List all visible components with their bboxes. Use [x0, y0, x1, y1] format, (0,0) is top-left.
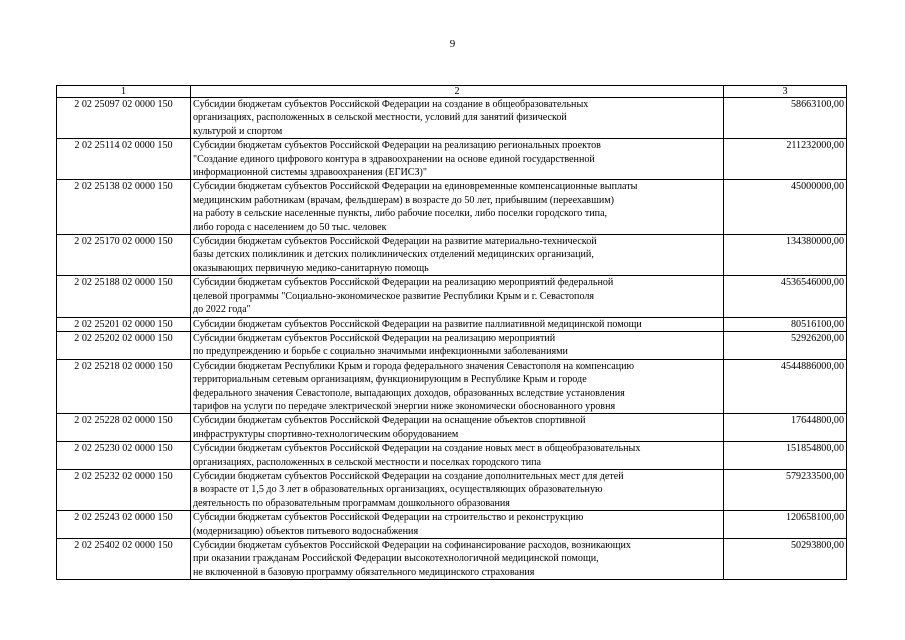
table-row	[57, 98, 847, 139]
amount-cell: 17644800,00	[724, 414, 847, 442]
amount-cell: 579233500,00	[724, 469, 847, 510]
code-cell: 2 02 25230 02 0000 150	[57, 442, 191, 470]
description-cell: Субсидии бюджетам субъектов Российской Федерации на создание новых мест в общеобразовательных организациях, расположенных в сельской местности и поселках городского типа	[191, 442, 724, 470]
table-header-row	[57, 86, 847, 98]
description-cell: Субсидии бюджетам субъектов Российской Федерации на оснащение объектов спортивной инфраструктуры спортивно-технологическим оборудованием	[191, 414, 724, 442]
amount-cell: 58663100,00	[724, 98, 847, 139]
amount-cell: 50293800,00	[724, 539, 847, 580]
table-row	[57, 359, 847, 414]
amount-cell: 45000000,00	[724, 180, 847, 235]
table-row	[57, 442, 847, 470]
description-cell: Субсидии бюджетам субъектов Российской Федерации на реализацию мероприятий федеральной целевой программы "Социально-экономическое развитие Республики Крым и г. Севастополя до 2022 года"	[191, 276, 724, 317]
amount-cell: 4536546000,00	[724, 276, 847, 317]
amount-cell: 151854800,00	[724, 442, 847, 470]
table-row	[57, 414, 847, 442]
description-cell: Субсидии бюджетам субъектов Российской Федерации на софинансирование расходов, возникающих при оказании гражданам Российской Федерации высокотехнологичной медицинской помощи, не включенной в базовую программу обязательного медицинского страхования	[191, 539, 724, 580]
amount-cell: 211232000,00	[724, 139, 847, 180]
code-cell: 2 02 25170 02 0000 150	[57, 235, 191, 276]
amount-cell: 120658100,00	[724, 511, 847, 539]
code-cell: 2 02 25201 02 0000 150	[57, 317, 191, 331]
amount-cell: 4544886000,00	[724, 359, 847, 414]
description-cell: Субсидии бюджетам субъектов Российской Федерации на развитие паллиативной медицинской помощи	[191, 317, 724, 331]
column-header-description: 2	[191, 86, 724, 98]
description-cell: Субсидии бюджетам субъектов Российской Федерации на единовременные компенсационные выплаты медицинским работникам (врачам, фельдшерам) в возрасте до 50 лет, прибывшим (переехавшим) на работу в сельские населенные пункты, либо рабочие поселки, либо поселки городского типа, либо города с населением до 50 тыс. человек	[191, 180, 724, 235]
code-cell: 2 02 25188 02 0000 150	[57, 276, 191, 317]
table-row	[57, 539, 847, 580]
description-cell: Субсидии бюджетам субъектов Российской Федерации на создание в общеобразовательных организациях, расположенных в сельской местности, условий для занятий физической культурой и спортом	[191, 98, 724, 139]
table-row	[57, 139, 847, 180]
description-cell: Субсидии бюджетам субъектов Российской Федерации на реализацию мероприятий по предупреждению и борьбе с социально значимыми инфекционными заболеваниями	[191, 331, 724, 359]
page-number: 9	[449, 38, 456, 50]
description-cell: Субсидии бюджетам субъектов Российской Федерации на развитие материально-технической базы детских поликлиник и детских поликлинических отделений медицинских организаций, оказывающих первичную медико-санитарную помощь	[191, 235, 724, 276]
description-cell: Субсидии бюджетам субъектов Российской Федерации на строительство и реконструкцию (модернизацию) объектов питьевого водоснабжения	[191, 511, 724, 539]
code-cell: 2 02 25097 02 0000 150	[57, 98, 191, 139]
budget-table	[56, 85, 847, 580]
code-cell: 2 02 25402 02 0000 150	[57, 539, 191, 580]
code-cell: 2 02 25243 02 0000 150	[57, 511, 191, 539]
table-row	[57, 469, 847, 510]
table-row	[57, 235, 847, 276]
table-row	[57, 331, 847, 359]
column-header-code: 1	[57, 86, 191, 98]
amount-cell: 52926200,00	[724, 331, 847, 359]
table-row	[57, 511, 847, 539]
description-cell: Субсидии бюджетам субъектов Российской Федерации на реализацию региональных проектов "Создание единого цифрового контура в здравоохранении на основе единой государственной информационной системы здравоохранения (ЕГИСЗ)"	[191, 139, 724, 180]
table-row	[57, 180, 847, 235]
code-cell: 2 02 25232 02 0000 150	[57, 469, 191, 510]
code-cell: 2 02 25228 02 0000 150	[57, 414, 191, 442]
table-row	[57, 317, 847, 331]
code-cell: 2 02 25114 02 0000 150	[57, 139, 191, 180]
amount-cell: 80516100,00	[724, 317, 847, 331]
description-cell: Субсидии бюджетам субъектов Российской Федерации на создание дополнительных мест для детей в возрасте от 1,5 до 3 лет в образовательных организациях, осуществляющих образовательную деятельность по образовательным программам дошкольного образования	[191, 469, 724, 510]
code-cell: 2 02 25202 02 0000 150	[57, 331, 191, 359]
description-cell: Субсидии бюджетам Республики Крым и города федерального значения Севастополя на компенсацию территориальным сетевым организациям, функционирующим в Республике Крым и городе федерального значения Севастополе, выпадающих доходов, образованных вследствие установления тарифов на услуги по передаче электрической энергии ниже экономически обоснованного уровня	[191, 359, 724, 414]
amount-cell: 134380000,00	[724, 235, 847, 276]
code-cell: 2 02 25218 02 0000 150	[57, 359, 191, 414]
column-header-amount: 3	[724, 86, 847, 98]
code-cell: 2 02 25138 02 0000 150	[57, 180, 191, 235]
table-row	[57, 276, 847, 317]
